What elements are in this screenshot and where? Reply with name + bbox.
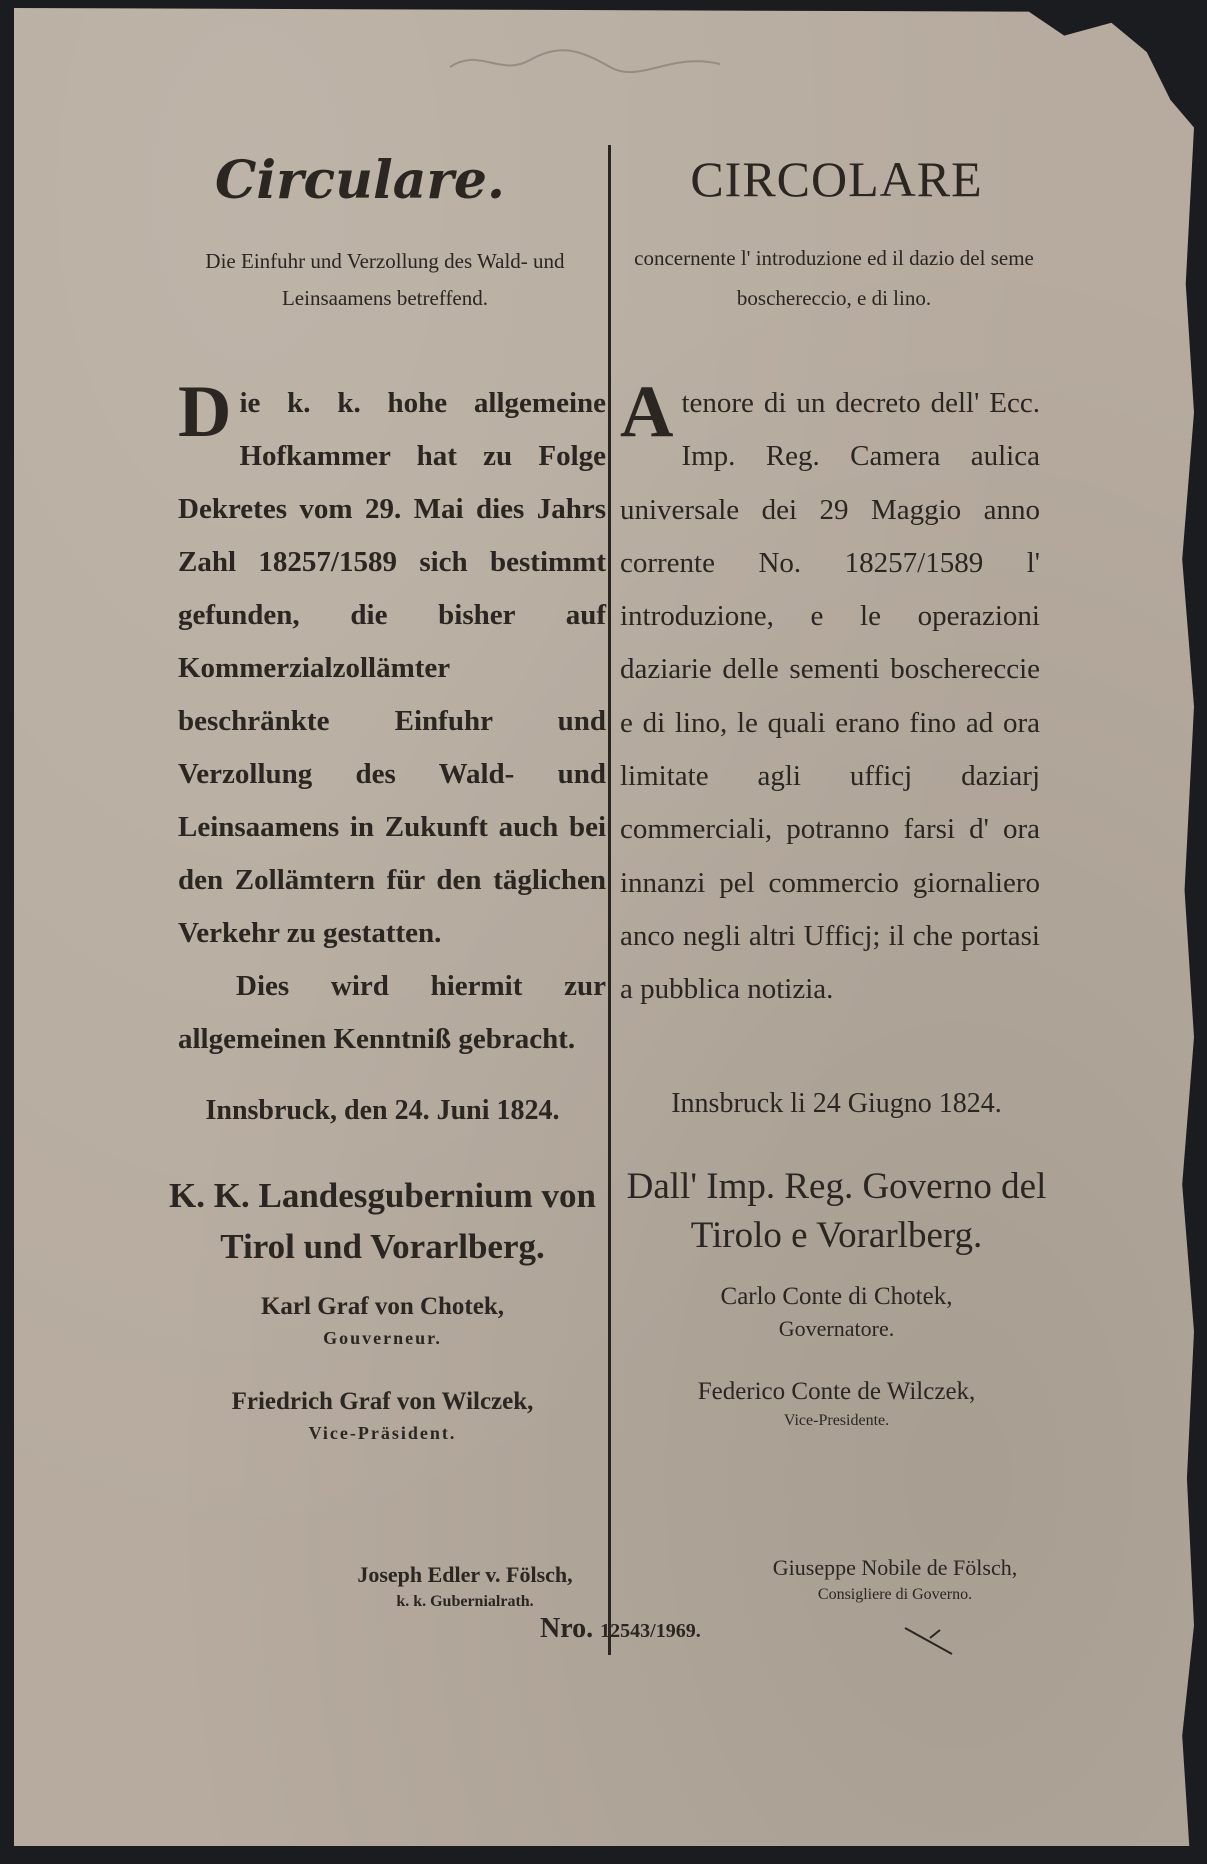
signatory-name: Friedrich Graf von Wilczek, bbox=[231, 1388, 534, 1415]
title-german: Circulare. bbox=[214, 150, 506, 211]
body-german bbox=[178, 371, 606, 1066]
signatory-role: Vice-Presidente. bbox=[783, 1412, 890, 1429]
document-number-label: Nro. bbox=[540, 1613, 594, 1644]
body-italian bbox=[620, 371, 1040, 1017]
signatory-italian-3 bbox=[730, 1553, 1060, 1607]
signatory-role: k. k. Gubernialrath. bbox=[396, 1593, 534, 1610]
signatory-name: Carlo Conte di Chotek, bbox=[720, 1283, 953, 1310]
title-italian: CIRCOLARE bbox=[690, 151, 983, 207]
signatory-italian-1 bbox=[614, 1280, 1059, 1344]
signatory-german-1 bbox=[160, 1290, 605, 1352]
place-date-german: Innsbruck, den 24. Juni 1824. bbox=[205, 1095, 560, 1126]
signatory-name: Giuseppe Nobile de Fölsch, bbox=[772, 1555, 1018, 1580]
subtitle-italian: concernente l' introduzione ed il dazio del seme boschereccio, e di lino. bbox=[634, 246, 1034, 310]
signatory-german-3 bbox=[300, 1560, 630, 1614]
signatory-name: Federico Conte de Wilczek, bbox=[697, 1378, 976, 1405]
place-date-italian: Innsbruck li 24 Giugno 1824. bbox=[671, 1088, 1002, 1119]
issuer-german: K. K. Landesgubernium von Tirol und Vorarlberg. bbox=[169, 1176, 596, 1266]
subtitle-german: Die Einfuhr und Verzollung des Wald- und Leinsaamens betreffend. bbox=[205, 249, 565, 310]
signatory-name: Karl Graf von Chotek, bbox=[260, 1293, 505, 1320]
pen-mark bbox=[900, 1620, 960, 1660]
document-number bbox=[540, 1613, 740, 1645]
issuer-italian: Dall' Imp. Reg. Governo del Tirolo e Vorarlberg. bbox=[626, 1166, 1047, 1256]
signatory-role: Governatore. bbox=[778, 1316, 895, 1341]
handwritten-mark bbox=[440, 42, 740, 82]
signatory-german-2 bbox=[160, 1385, 605, 1447]
signatory-role: Gouverneur. bbox=[323, 1328, 442, 1348]
dropcap-italian: A bbox=[620, 371, 674, 453]
column-divider bbox=[608, 145, 611, 1655]
signatory-name: Joseph Edler v. Fölsch, bbox=[357, 1562, 573, 1587]
signatory-role: Vice-Präsident. bbox=[308, 1423, 457, 1443]
body-german-paragraph-2: Dies wird hiermit zur allgemeinen Kenntniß gebracht. bbox=[178, 970, 606, 1055]
signatory-role: Consigliere di Governo. bbox=[817, 1586, 973, 1603]
dropcap-german: D bbox=[178, 371, 232, 453]
document-number-value: 12543/1969. bbox=[600, 1620, 701, 1642]
body-italian-paragraph-1: tenore di un decreto dell' Ecc. Imp. Reg. Camera aulica universale dei 29 Maggio anno corrente No. 18257/1589 l' introduzione, e le operazioni daziarie delle sementi boschereccie e di lino, le quali erano fino ad ora limitate agli ufficj daziarj commerciali, potranno farsi d' ora innanzi pel commercio giornaliero anco negli altri Ufficj; il che portasi a pubblica notizia. bbox=[620, 387, 1040, 1006]
signatory-italian-2 bbox=[614, 1375, 1059, 1433]
body-german-paragraph-1: ie k. k. hohe allgemeine Hofkammer hat zu Folge Dekretes vom 29. Mai dies Jahrs Zahl 18257/1589 sich bestimmt gefunden, die bisher auf Kommerzialzollämter beschränkte Einfuhr und Verzollung des Wald- und Leinsaamens in Zukunft auch bei den Zollämtern für den täglichen Verkehr zu gestatten. bbox=[178, 387, 606, 949]
